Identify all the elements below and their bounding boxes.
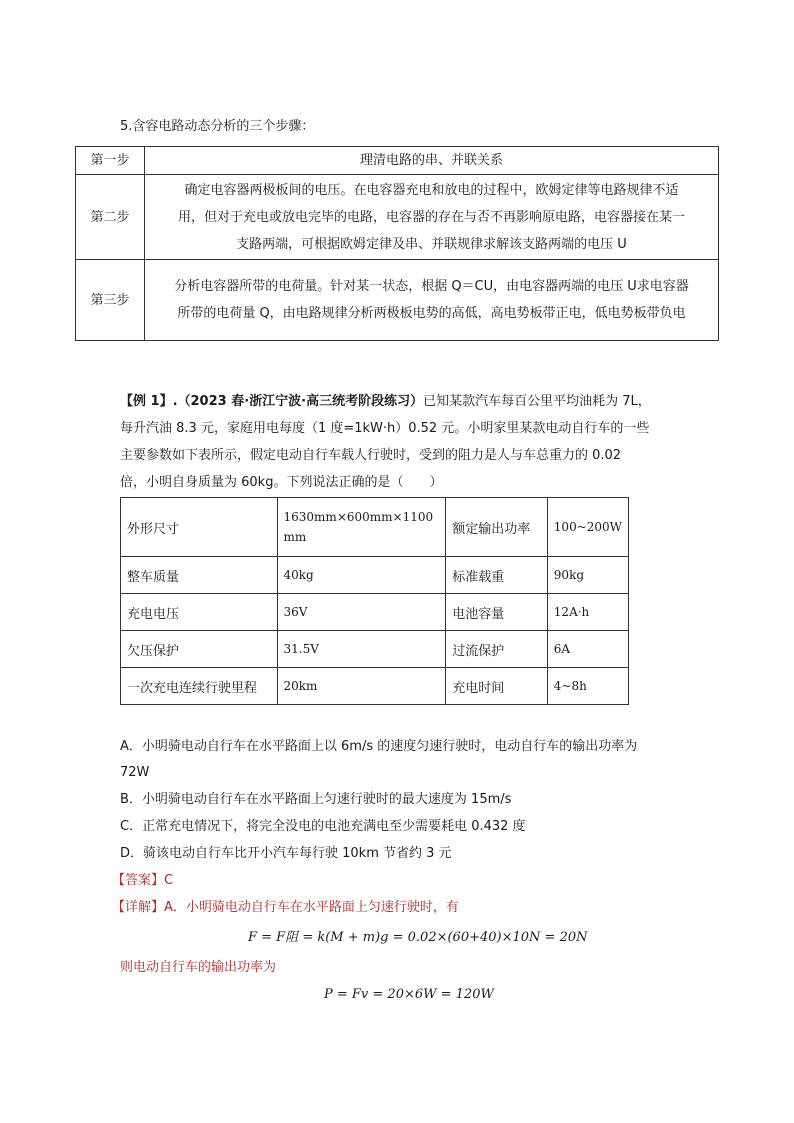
spec-value: 90kg [547,557,628,594]
spec-key: 充电时间 [446,668,548,705]
step-text-line: 理清电路的串、并联关系 [359,153,503,168]
table-row [121,631,629,668]
spec-value: 12A·h [547,594,628,631]
table-row [121,557,629,594]
table-row [76,260,719,341]
detail-label: 【详解】 [112,900,165,915]
spec-key: 过流保护 [446,631,548,668]
section-heading: 5.含容电路动态分析的三个步骤： [120,119,315,134]
spec-value: 4~8h [547,668,628,705]
table-row [121,498,629,557]
steps-table [75,146,719,341]
spec-key: 整车质量 [121,557,278,594]
option-c: C．正常充电情况下，将完全没电的电池充满电至少需要耗电 0.432 度 [120,819,526,834]
step-label: 第三步 [76,260,145,341]
step-text-line: 用，但对于充电或放电完毕的电路，电容器的存在与否不再影响原电路，电容器接在某一 [177,209,685,225]
step-label: 第一步 [76,147,145,175]
answer-label: 【答案】 [112,873,165,888]
answer-value: C [164,873,174,888]
step-description [145,175,719,260]
spec-key: 标准载重 [446,557,548,594]
equation-power: P = Fv = 20×6W = 120W [324,987,494,1002]
spec-value: 20km [277,668,446,705]
step-text-line: 支路两端，可根据欧姆定律及串、并联规律求解该支路两端的电压 U [236,236,627,252]
table-row [121,668,629,705]
answer-line [112,871,173,891]
spec-value: 31.5V [277,631,446,668]
step-description [145,260,719,341]
step-text-line: 所带的电荷量 Q，由电路规律分析两极板电势的高低，高电势板带正电，低电势板带负电 [177,306,686,321]
table-row [76,147,719,175]
table-row [76,175,719,260]
spec-key: 额定输出功率 [446,498,548,557]
spec-value: 100~200W [547,498,628,557]
option-d: D．骑该电动自行车比开小汽车每行驶 10km 节省约 3 元 [120,846,452,861]
step-text-line: 分析电容器所带的电荷量。针对某一状态，根据 Q＝CU，由电容器两端的电压 U求电容器 [174,279,689,294]
example-source: .（2023 春·浙江宁波·高三统考阶段练习） [172,394,424,409]
table-row [121,594,629,631]
detail-text: 则电动自行车的输出功率为 [120,960,277,975]
example-tag: 【例 1】 [120,394,173,409]
option-a-continued: 72W [120,765,150,780]
equation-force: F = F阻 = k(M + m)g = 0.02×(60+40)×10N = 20N [248,930,588,945]
step-text-line: 确定电容器两极板间的电压。在电容器充电和放电的过程中，欧姆定律等电路规律不适 [184,182,679,198]
spec-value: 6A [547,631,628,668]
example-line: 每升汽油 8.3 元，家庭用电每度（1 度=1kW·h）0.52 元。小明家里某款电动自行车的一些 [120,421,650,436]
example-text: 已知某款汽车每百公里平均油耗为 7L， [423,394,651,409]
spec-value: 40kg [277,557,446,594]
example-line: 倍，小明自身质量为 60kg。下列说法正确的是（ ） [120,475,443,490]
step-label: 第二步 [76,175,145,260]
spec-key: 欠压保护 [121,631,278,668]
spec-table [120,497,629,705]
spec-value: 36V [277,594,446,631]
step-description [145,147,719,175]
spec-key: 外形尺寸 [121,498,278,557]
example-line: 主要参数如下表所示，假定电动自行车载人行驶时，受到的阻力是人与车总重力的 0.02 [120,448,622,463]
detail-line [112,898,459,918]
spec-key: 充电电压 [121,594,278,631]
detail-text: A．小明骑电动自行车在水平路面上匀速行驶时，有 [164,900,459,915]
spec-key: 一次充电连续行驶里程 [121,668,278,705]
example-first-line [120,392,651,412]
option-a: A．小明骑电动自行车在水平路面上以 6m/s 的速度匀速行驶时，电动自行车的输出功率为 [120,739,638,754]
spec-value: 1630mm×600mm×1100mm [277,498,446,557]
option-b: B．小明骑电动自行车在水平路面上匀速行驶时的最大速度为 15m/s [120,792,512,807]
spec-key: 电池容量 [446,594,548,631]
